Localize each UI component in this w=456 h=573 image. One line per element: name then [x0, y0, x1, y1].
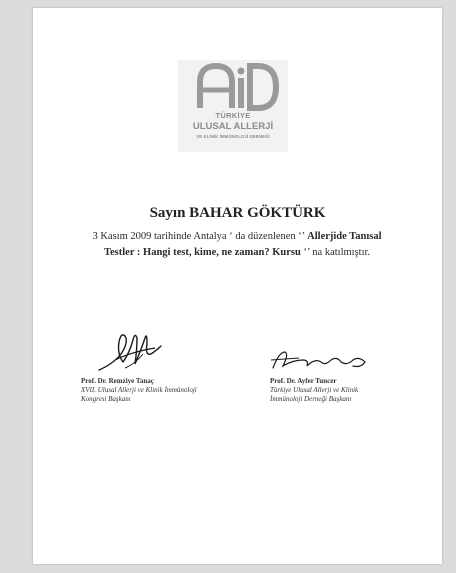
aid-logo-mark [178, 60, 288, 112]
signatory-2-role-line1: Türkiye Ulusal Allerji ve Klinik [270, 386, 359, 394]
certificate-body [78, 229, 396, 261]
body-text-intro: 3 Kasım 2009 tarihinde Antalya ‘ da düzenlenen ‘’ [92, 231, 308, 242]
signature-1-image [95, 324, 167, 376]
course-title: Allerjide Tanısal Testler : Hangi test, kime, ne zaman? Kursu [103, 231, 382, 258]
signatory-1-role-line2: Kongresi Başkanı [81, 395, 131, 403]
signatory-1-name: Prof. Dr. Remziye Tanaç [81, 377, 154, 385]
signatory-2-name: Prof. Dr. Ayfer Tuncer [270, 377, 337, 385]
recipient-name: Sayın BAHAR GÖKTÜRK [149, 205, 326, 221]
signatory-1-role-line1: XVII. Ulusal Allerji ve Klinik İmmünoloji [81, 386, 197, 394]
signatory-2 [270, 377, 358, 404]
logo-text-line1: TÜRKİYE [215, 111, 251, 120]
logo-text-line3: VE KLİNİK İMMÜNOLOJİ DERNEĞİ [196, 134, 270, 139]
signature-2-image [269, 346, 369, 374]
signatory-1 [81, 377, 197, 404]
logo-text-line2: ULUSAL ALLERJİ [192, 121, 274, 132]
body-text-outro: ‘’ na katılmıştır. [300, 247, 371, 258]
association-logo [178, 60, 288, 152]
signatory-2-role-line2: İmmünoloji Derneği Başkanı [270, 395, 352, 403]
certificate-page [33, 8, 442, 564]
